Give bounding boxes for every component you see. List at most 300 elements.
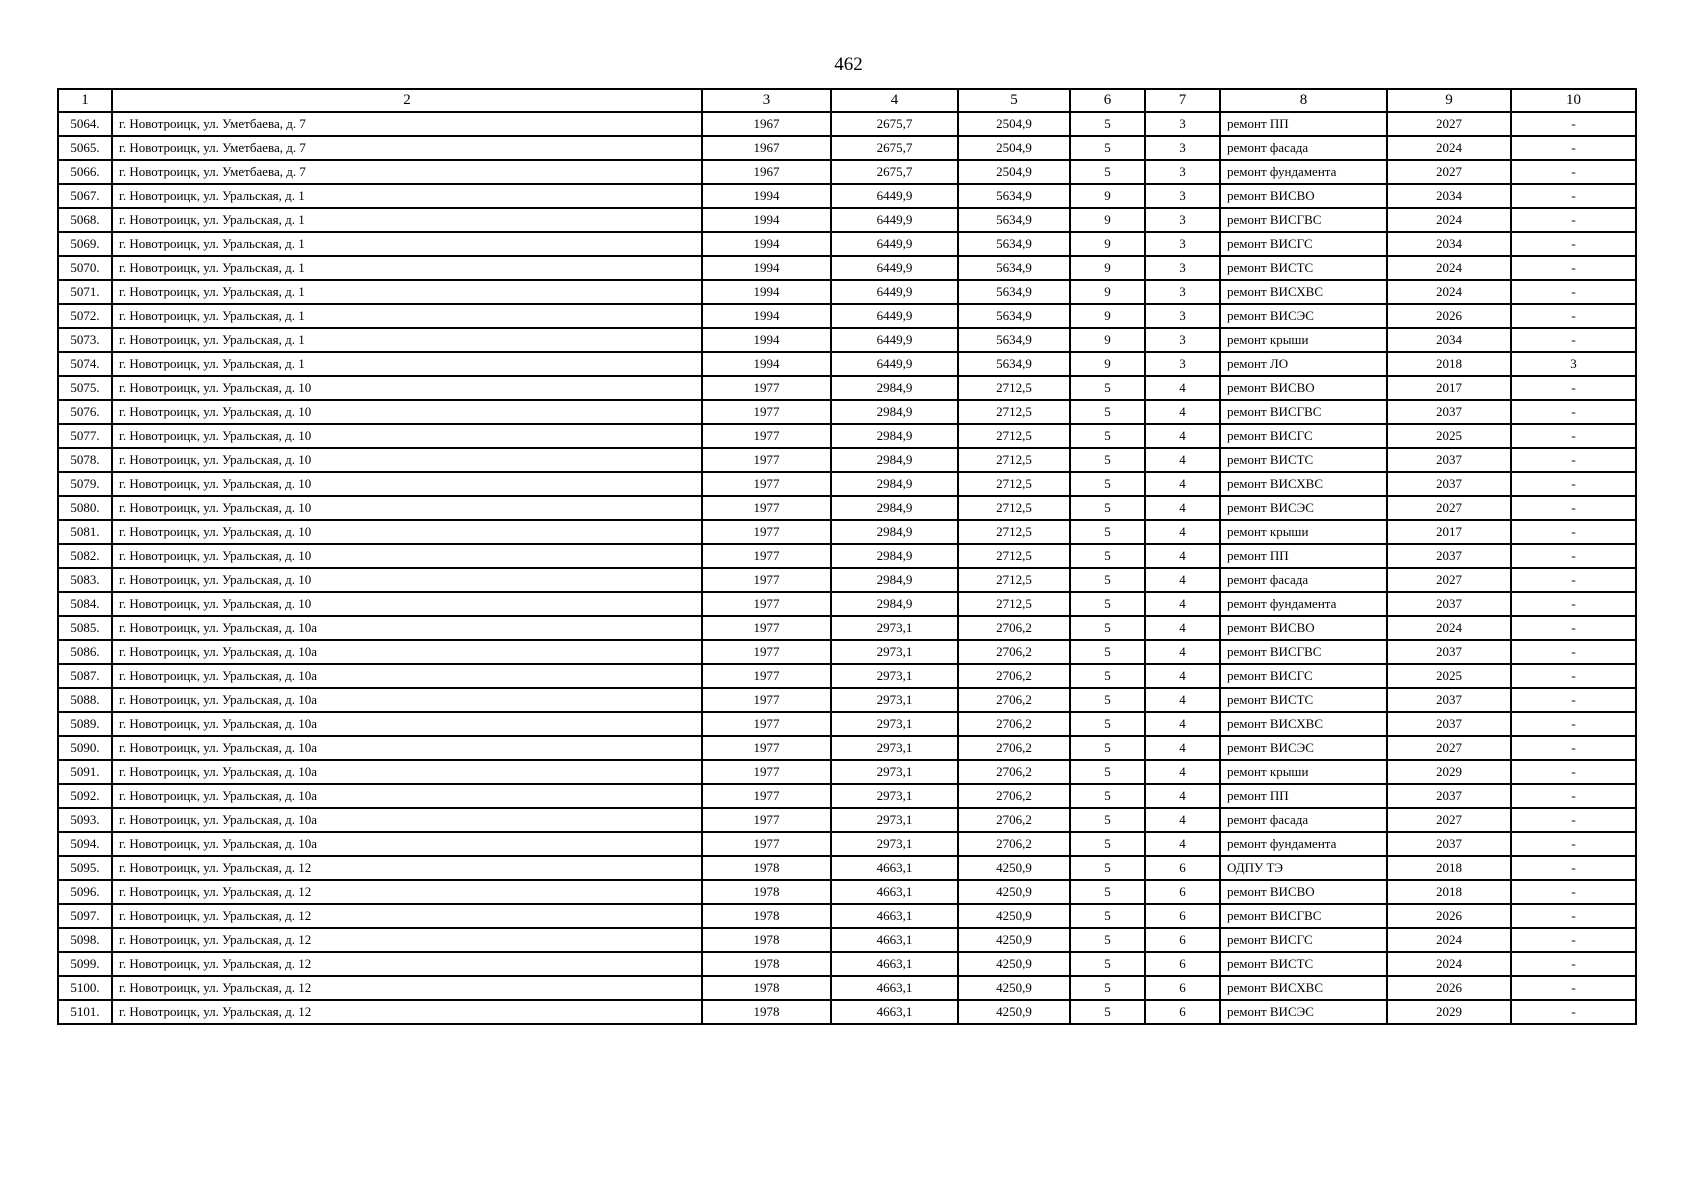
cell-floors: 9: [1070, 256, 1145, 280]
cell-planned-year: 2024: [1387, 928, 1511, 952]
cell-planned-year: 2029: [1387, 1000, 1511, 1024]
table-row: [58, 232, 1636, 256]
cell-address: г. Новотроицк, ул. Уральская, д. 10а: [112, 712, 702, 736]
cell-total-area: 2984,9: [831, 448, 958, 472]
cell-entrances: 4: [1145, 736, 1220, 760]
cell-work-type: ремонт фундамента: [1220, 592, 1387, 616]
cell-living-area: 2706,2: [958, 784, 1070, 808]
cell-row-number: 5091.: [58, 760, 112, 784]
table-row: [58, 1000, 1636, 1024]
cell-total-area: 2973,1: [831, 616, 958, 640]
cell-extra-value: -: [1511, 496, 1636, 520]
cell-planned-year: 2024: [1387, 208, 1511, 232]
cell-build-year: 1978: [702, 1000, 831, 1024]
cell-floors: 5: [1070, 904, 1145, 928]
cell-extra-value: -: [1511, 112, 1636, 136]
cell-total-area: 4663,1: [831, 1000, 958, 1024]
cell-entrances: 3: [1145, 112, 1220, 136]
cell-row-number: 5084.: [58, 592, 112, 616]
cell-work-type: ремонт ВИСТС: [1220, 448, 1387, 472]
cell-work-type: ремонт ВИСГС: [1220, 928, 1387, 952]
cell-living-area: 5634,9: [958, 352, 1070, 376]
cell-total-area: 2973,1: [831, 688, 958, 712]
cell-living-area: 2706,2: [958, 808, 1070, 832]
cell-work-type: ремонт крыши: [1220, 760, 1387, 784]
cell-work-type: ремонт фасада: [1220, 808, 1387, 832]
cell-extra-value: -: [1511, 280, 1636, 304]
cell-planned-year: 2037: [1387, 592, 1511, 616]
table-row: [58, 784, 1636, 808]
cell-entrances: 4: [1145, 472, 1220, 496]
cell-extra-value: -: [1511, 856, 1636, 880]
cell-row-number: 5096.: [58, 880, 112, 904]
column-header: 4: [831, 89, 958, 112]
cell-entrances: 4: [1145, 784, 1220, 808]
cell-work-type: ремонт ВИСГС: [1220, 232, 1387, 256]
cell-floors: 9: [1070, 184, 1145, 208]
cell-work-type: ремонт ВИСВО: [1220, 184, 1387, 208]
cell-planned-year: 2026: [1387, 976, 1511, 1000]
cell-total-area: 6449,9: [831, 184, 958, 208]
cell-floors: 5: [1070, 928, 1145, 952]
cell-row-number: 5080.: [58, 496, 112, 520]
table-row: [58, 712, 1636, 736]
cell-living-area: 5634,9: [958, 328, 1070, 352]
cell-entrances: 4: [1145, 544, 1220, 568]
cell-living-area: 4250,9: [958, 880, 1070, 904]
table-row: [58, 400, 1636, 424]
cell-total-area: 2675,7: [831, 112, 958, 136]
cell-extra-value: -: [1511, 256, 1636, 280]
cell-living-area: 2706,2: [958, 664, 1070, 688]
cell-extra-value: -: [1511, 712, 1636, 736]
cell-planned-year: 2034: [1387, 232, 1511, 256]
cell-extra-value: -: [1511, 640, 1636, 664]
cell-build-year: 1977: [702, 640, 831, 664]
cell-extra-value: -: [1511, 448, 1636, 472]
cell-floors: 9: [1070, 232, 1145, 256]
cell-row-number: 5086.: [58, 640, 112, 664]
cell-entrances: 3: [1145, 280, 1220, 304]
cell-floors: 5: [1070, 832, 1145, 856]
cell-living-area: 2504,9: [958, 136, 1070, 160]
cell-build-year: 1977: [702, 736, 831, 760]
cell-floors: 5: [1070, 400, 1145, 424]
cell-extra-value: -: [1511, 232, 1636, 256]
cell-living-area: 2706,2: [958, 736, 1070, 760]
cell-row-number: 5069.: [58, 232, 112, 256]
cell-row-number: 5085.: [58, 616, 112, 640]
cell-floors: 5: [1070, 808, 1145, 832]
cell-address: г. Новотроицк, ул. Уральская, д. 10: [112, 592, 702, 616]
cell-total-area: 2973,1: [831, 832, 958, 856]
cell-work-type: ремонт ВИСГС: [1220, 664, 1387, 688]
cell-total-area: 6449,9: [831, 256, 958, 280]
cell-planned-year: 2037: [1387, 544, 1511, 568]
table-row: [58, 472, 1636, 496]
cell-build-year: 1994: [702, 232, 831, 256]
cell-work-type: ремонт фундамента: [1220, 160, 1387, 184]
cell-build-year: 1977: [702, 520, 831, 544]
cell-row-number: 5097.: [58, 904, 112, 928]
cell-row-number: 5066.: [58, 160, 112, 184]
cell-total-area: 2984,9: [831, 376, 958, 400]
table-row: [58, 544, 1636, 568]
cell-total-area: 2675,7: [831, 136, 958, 160]
cell-entrances: 6: [1145, 1000, 1220, 1024]
cell-total-area: 4663,1: [831, 928, 958, 952]
cell-floors: 5: [1070, 976, 1145, 1000]
cell-entrances: 4: [1145, 592, 1220, 616]
cell-extra-value: -: [1511, 928, 1636, 952]
cell-floors: 5: [1070, 952, 1145, 976]
cell-extra-value: -: [1511, 616, 1636, 640]
column-header: 9: [1387, 89, 1511, 112]
cell-extra-value: 3: [1511, 352, 1636, 376]
cell-entrances: 3: [1145, 256, 1220, 280]
cell-floors: 5: [1070, 568, 1145, 592]
cell-address: г. Новотроицк, ул. Уральская, д. 10: [112, 568, 702, 592]
cell-floors: 5: [1070, 136, 1145, 160]
cell-build-year: 1977: [702, 760, 831, 784]
cell-total-area: 2984,9: [831, 568, 958, 592]
cell-planned-year: 2025: [1387, 424, 1511, 448]
cell-build-year: 1978: [702, 880, 831, 904]
cell-extra-value: -: [1511, 208, 1636, 232]
cell-living-area: 2504,9: [958, 112, 1070, 136]
cell-work-type: ремонт ВИСХВС: [1220, 712, 1387, 736]
cell-floors: 5: [1070, 712, 1145, 736]
column-header: 8: [1220, 89, 1387, 112]
cell-address: г. Новотроицк, ул. Уральская, д. 1: [112, 184, 702, 208]
cell-address: г. Новотроицк, ул. Уральская, д. 1: [112, 352, 702, 376]
cell-work-type: ремонт ВИСТС: [1220, 952, 1387, 976]
cell-build-year: 1977: [702, 400, 831, 424]
cell-planned-year: 2017: [1387, 376, 1511, 400]
cell-extra-value: -: [1511, 544, 1636, 568]
table-row: [58, 976, 1636, 1000]
cell-total-area: 2973,1: [831, 712, 958, 736]
cell-row-number: 5087.: [58, 664, 112, 688]
cell-work-type: ремонт ВИСЭС: [1220, 496, 1387, 520]
cell-entrances: 4: [1145, 808, 1220, 832]
cell-row-number: 5099.: [58, 952, 112, 976]
cell-extra-value: -: [1511, 400, 1636, 424]
cell-planned-year: 2027: [1387, 808, 1511, 832]
cell-planned-year: 2027: [1387, 160, 1511, 184]
cell-entrances: 4: [1145, 616, 1220, 640]
cell-total-area: 4663,1: [831, 904, 958, 928]
cell-work-type: ремонт ВИСЭС: [1220, 736, 1387, 760]
cell-entrances: 3: [1145, 160, 1220, 184]
cell-row-number: 5088.: [58, 688, 112, 712]
table-row: [58, 424, 1636, 448]
cell-entrances: 6: [1145, 928, 1220, 952]
cell-work-type: ремонт ВИСХВС: [1220, 472, 1387, 496]
cell-floors: 9: [1070, 208, 1145, 232]
cell-work-type: ремонт крыши: [1220, 328, 1387, 352]
cell-address: г. Новотроицк, ул. Уральская, д. 12: [112, 1000, 702, 1024]
cell-entrances: 3: [1145, 352, 1220, 376]
cell-address: г. Новотроицк, ул. Уральская, д. 10а: [112, 640, 702, 664]
cell-entrances: 4: [1145, 640, 1220, 664]
cell-row-number: 5073.: [58, 328, 112, 352]
table-row: [58, 736, 1636, 760]
cell-planned-year: 2024: [1387, 256, 1511, 280]
cell-entrances: 6: [1145, 904, 1220, 928]
cell-planned-year: 2034: [1387, 184, 1511, 208]
cell-total-area: 2973,1: [831, 760, 958, 784]
cell-floors: 5: [1070, 784, 1145, 808]
cell-total-area: 6449,9: [831, 280, 958, 304]
cell-build-year: 1978: [702, 976, 831, 1000]
cell-total-area: 2984,9: [831, 520, 958, 544]
cell-living-area: 2712,5: [958, 568, 1070, 592]
cell-address: г. Новотроицк, ул. Уральская, д. 12: [112, 856, 702, 880]
table-row: [58, 184, 1636, 208]
cell-entrances: 4: [1145, 712, 1220, 736]
cell-living-area: 2706,2: [958, 712, 1070, 736]
table-row: [58, 952, 1636, 976]
cell-living-area: 2712,5: [958, 400, 1070, 424]
cell-build-year: 1977: [702, 376, 831, 400]
table-row: [58, 328, 1636, 352]
cell-work-type: ремонт ПП: [1220, 112, 1387, 136]
cell-address: г. Новотроицк, ул. Уральская, д. 10а: [112, 784, 702, 808]
cell-row-number: 5067.: [58, 184, 112, 208]
cell-address: г. Новотроицк, ул. Уметбаева, д. 7: [112, 160, 702, 184]
column-header: 2: [112, 89, 702, 112]
cell-address: г. Новотроицк, ул. Уральская, д. 12: [112, 952, 702, 976]
cell-work-type: ремонт ВИСГВС: [1220, 640, 1387, 664]
cell-row-number: 5094.: [58, 832, 112, 856]
cell-total-area: 2984,9: [831, 400, 958, 424]
cell-work-type: ремонт ВИСВО: [1220, 880, 1387, 904]
cell-address: г. Новотроицк, ул. Уральская, д. 12: [112, 976, 702, 1000]
cell-work-type: ремонт ПП: [1220, 544, 1387, 568]
cell-address: г. Новотроицк, ул. Уральская, д. 10: [112, 472, 702, 496]
cell-build-year: 1977: [702, 664, 831, 688]
cell-planned-year: 2034: [1387, 328, 1511, 352]
header-row: [58, 89, 1636, 112]
cell-work-type: ремонт ЛО: [1220, 352, 1387, 376]
cell-planned-year: 2018: [1387, 352, 1511, 376]
cell-row-number: 5089.: [58, 712, 112, 736]
cell-entrances: 6: [1145, 976, 1220, 1000]
cell-address: г. Новотроицк, ул. Уральская, д. 10: [112, 376, 702, 400]
cell-floors: 5: [1070, 544, 1145, 568]
table-row: [58, 448, 1636, 472]
cell-planned-year: 2026: [1387, 904, 1511, 928]
cell-entrances: 3: [1145, 184, 1220, 208]
cell-total-area: 2984,9: [831, 472, 958, 496]
cell-total-area: 2973,1: [831, 736, 958, 760]
cell-planned-year: 2024: [1387, 280, 1511, 304]
column-header: 7: [1145, 89, 1220, 112]
cell-planned-year: 2025: [1387, 664, 1511, 688]
cell-planned-year: 2037: [1387, 832, 1511, 856]
cell-build-year: 1994: [702, 256, 831, 280]
table-row: [58, 352, 1636, 376]
cell-row-number: 5098.: [58, 928, 112, 952]
cell-floors: 5: [1070, 376, 1145, 400]
cell-living-area: 4250,9: [958, 928, 1070, 952]
table-row: [58, 136, 1636, 160]
cell-address: г. Новотроицк, ул. Уральская, д. 12: [112, 904, 702, 928]
repair-schedule-table: [57, 88, 1637, 1025]
cell-extra-value: -: [1511, 160, 1636, 184]
cell-extra-value: -: [1511, 976, 1636, 1000]
cell-extra-value: -: [1511, 904, 1636, 928]
cell-work-type: ремонт фундамента: [1220, 832, 1387, 856]
cell-row-number: 5083.: [58, 568, 112, 592]
cell-entrances: 6: [1145, 856, 1220, 880]
cell-extra-value: -: [1511, 424, 1636, 448]
cell-work-type: ремонт ВИСТС: [1220, 256, 1387, 280]
cell-extra-value: -: [1511, 760, 1636, 784]
cell-total-area: 6449,9: [831, 304, 958, 328]
table-row: [58, 568, 1636, 592]
cell-floors: 5: [1070, 688, 1145, 712]
cell-entrances: 4: [1145, 832, 1220, 856]
cell-entrances: 4: [1145, 448, 1220, 472]
cell-build-year: 1977: [702, 616, 831, 640]
cell-floors: 5: [1070, 616, 1145, 640]
column-header: 5: [958, 89, 1070, 112]
table-row: [58, 856, 1636, 880]
cell-address: г. Новотроицк, ул. Уральская, д. 10а: [112, 736, 702, 760]
cell-floors: 5: [1070, 640, 1145, 664]
cell-living-area: 4250,9: [958, 952, 1070, 976]
cell-extra-value: -: [1511, 136, 1636, 160]
cell-build-year: 1994: [702, 352, 831, 376]
cell-extra-value: -: [1511, 472, 1636, 496]
cell-living-area: 2712,5: [958, 448, 1070, 472]
cell-entrances: 3: [1145, 304, 1220, 328]
cell-work-type: ремонт ВИСГС: [1220, 424, 1387, 448]
cell-planned-year: 2037: [1387, 784, 1511, 808]
cell-address: г. Новотроицк, ул. Уральская, д. 10: [112, 544, 702, 568]
cell-build-year: 1977: [702, 808, 831, 832]
cell-extra-value: -: [1511, 376, 1636, 400]
cell-build-year: 1977: [702, 832, 831, 856]
cell-floors: 5: [1070, 664, 1145, 688]
cell-living-area: 2706,2: [958, 832, 1070, 856]
cell-living-area: 5634,9: [958, 304, 1070, 328]
cell-row-number: 5100.: [58, 976, 112, 1000]
cell-living-area: 5634,9: [958, 256, 1070, 280]
cell-planned-year: 2027: [1387, 112, 1511, 136]
cell-extra-value: -: [1511, 328, 1636, 352]
cell-planned-year: 2018: [1387, 880, 1511, 904]
cell-row-number: 5090.: [58, 736, 112, 760]
table-row: [58, 928, 1636, 952]
cell-planned-year: 2037: [1387, 400, 1511, 424]
cell-entrances: 3: [1145, 208, 1220, 232]
table-row: [58, 256, 1636, 280]
table-row: [58, 496, 1636, 520]
cell-living-area: 2706,2: [958, 616, 1070, 640]
cell-floors: 5: [1070, 736, 1145, 760]
cell-build-year: 1977: [702, 712, 831, 736]
cell-living-area: 4250,9: [958, 856, 1070, 880]
cell-row-number: 5101.: [58, 1000, 112, 1024]
cell-work-type: ремонт фасада: [1220, 568, 1387, 592]
cell-row-number: 5093.: [58, 808, 112, 832]
cell-planned-year: 2037: [1387, 448, 1511, 472]
cell-build-year: 1994: [702, 184, 831, 208]
cell-extra-value: -: [1511, 184, 1636, 208]
cell-entrances: 4: [1145, 424, 1220, 448]
cell-total-area: 2973,1: [831, 784, 958, 808]
cell-work-type: ремонт ВИСХВС: [1220, 976, 1387, 1000]
cell-address: г. Новотроицк, ул. Уральская, д. 10: [112, 400, 702, 424]
cell-address: г. Новотроицк, ул. Уральская, д. 1: [112, 256, 702, 280]
cell-living-area: 2712,5: [958, 472, 1070, 496]
cell-address: г. Новотроицк, ул. Уральская, д. 1: [112, 280, 702, 304]
cell-total-area: 4663,1: [831, 952, 958, 976]
cell-work-type: ремонт ВИСГВС: [1220, 904, 1387, 928]
cell-address: г. Новотроицк, ул. Уральская, д. 10а: [112, 832, 702, 856]
cell-extra-value: -: [1511, 880, 1636, 904]
cell-build-year: 1967: [702, 136, 831, 160]
table-row: [58, 376, 1636, 400]
table-row: [58, 688, 1636, 712]
cell-row-number: 5070.: [58, 256, 112, 280]
cell-build-year: 1994: [702, 304, 831, 328]
cell-build-year: 1977: [702, 448, 831, 472]
cell-build-year: 1967: [702, 160, 831, 184]
cell-work-type: ремонт ВИСТС: [1220, 688, 1387, 712]
cell-floors: 9: [1070, 280, 1145, 304]
cell-total-area: 2984,9: [831, 592, 958, 616]
cell-living-area: 2706,2: [958, 688, 1070, 712]
table-row: [58, 664, 1636, 688]
cell-address: г. Новотроицк, ул. Уральская, д. 10: [112, 424, 702, 448]
cell-total-area: 2984,9: [831, 496, 958, 520]
cell-work-type: ремонт фасада: [1220, 136, 1387, 160]
cell-total-area: 2973,1: [831, 664, 958, 688]
table-body: [58, 112, 1636, 1024]
cell-address: г. Новотроицк, ул. Уметбаева, д. 7: [112, 136, 702, 160]
cell-build-year: 1978: [702, 928, 831, 952]
table-row: [58, 760, 1636, 784]
cell-build-year: 1978: [702, 952, 831, 976]
cell-planned-year: 2027: [1387, 568, 1511, 592]
cell-build-year: 1977: [702, 568, 831, 592]
cell-extra-value: -: [1511, 664, 1636, 688]
cell-entrances: 6: [1145, 952, 1220, 976]
cell-total-area: 2675,7: [831, 160, 958, 184]
table-row: [58, 112, 1636, 136]
cell-address: г. Новотроицк, ул. Уметбаева, д. 7: [112, 112, 702, 136]
cell-total-area: 6449,9: [831, 352, 958, 376]
cell-entrances: 4: [1145, 520, 1220, 544]
cell-work-type: ремонт ВИСВО: [1220, 376, 1387, 400]
table-row: [58, 616, 1636, 640]
table-row: [58, 208, 1636, 232]
cell-planned-year: 2029: [1387, 760, 1511, 784]
cell-planned-year: 2024: [1387, 136, 1511, 160]
table-row: [58, 880, 1636, 904]
cell-entrances: 4: [1145, 376, 1220, 400]
cell-floors: 5: [1070, 160, 1145, 184]
cell-address: г. Новотроицк, ул. Уральская, д. 12: [112, 928, 702, 952]
cell-address: г. Новотроицк, ул. Уральская, д. 1: [112, 208, 702, 232]
column-header: 3: [702, 89, 831, 112]
cell-work-type: ремонт ПП: [1220, 784, 1387, 808]
column-header: 6: [1070, 89, 1145, 112]
